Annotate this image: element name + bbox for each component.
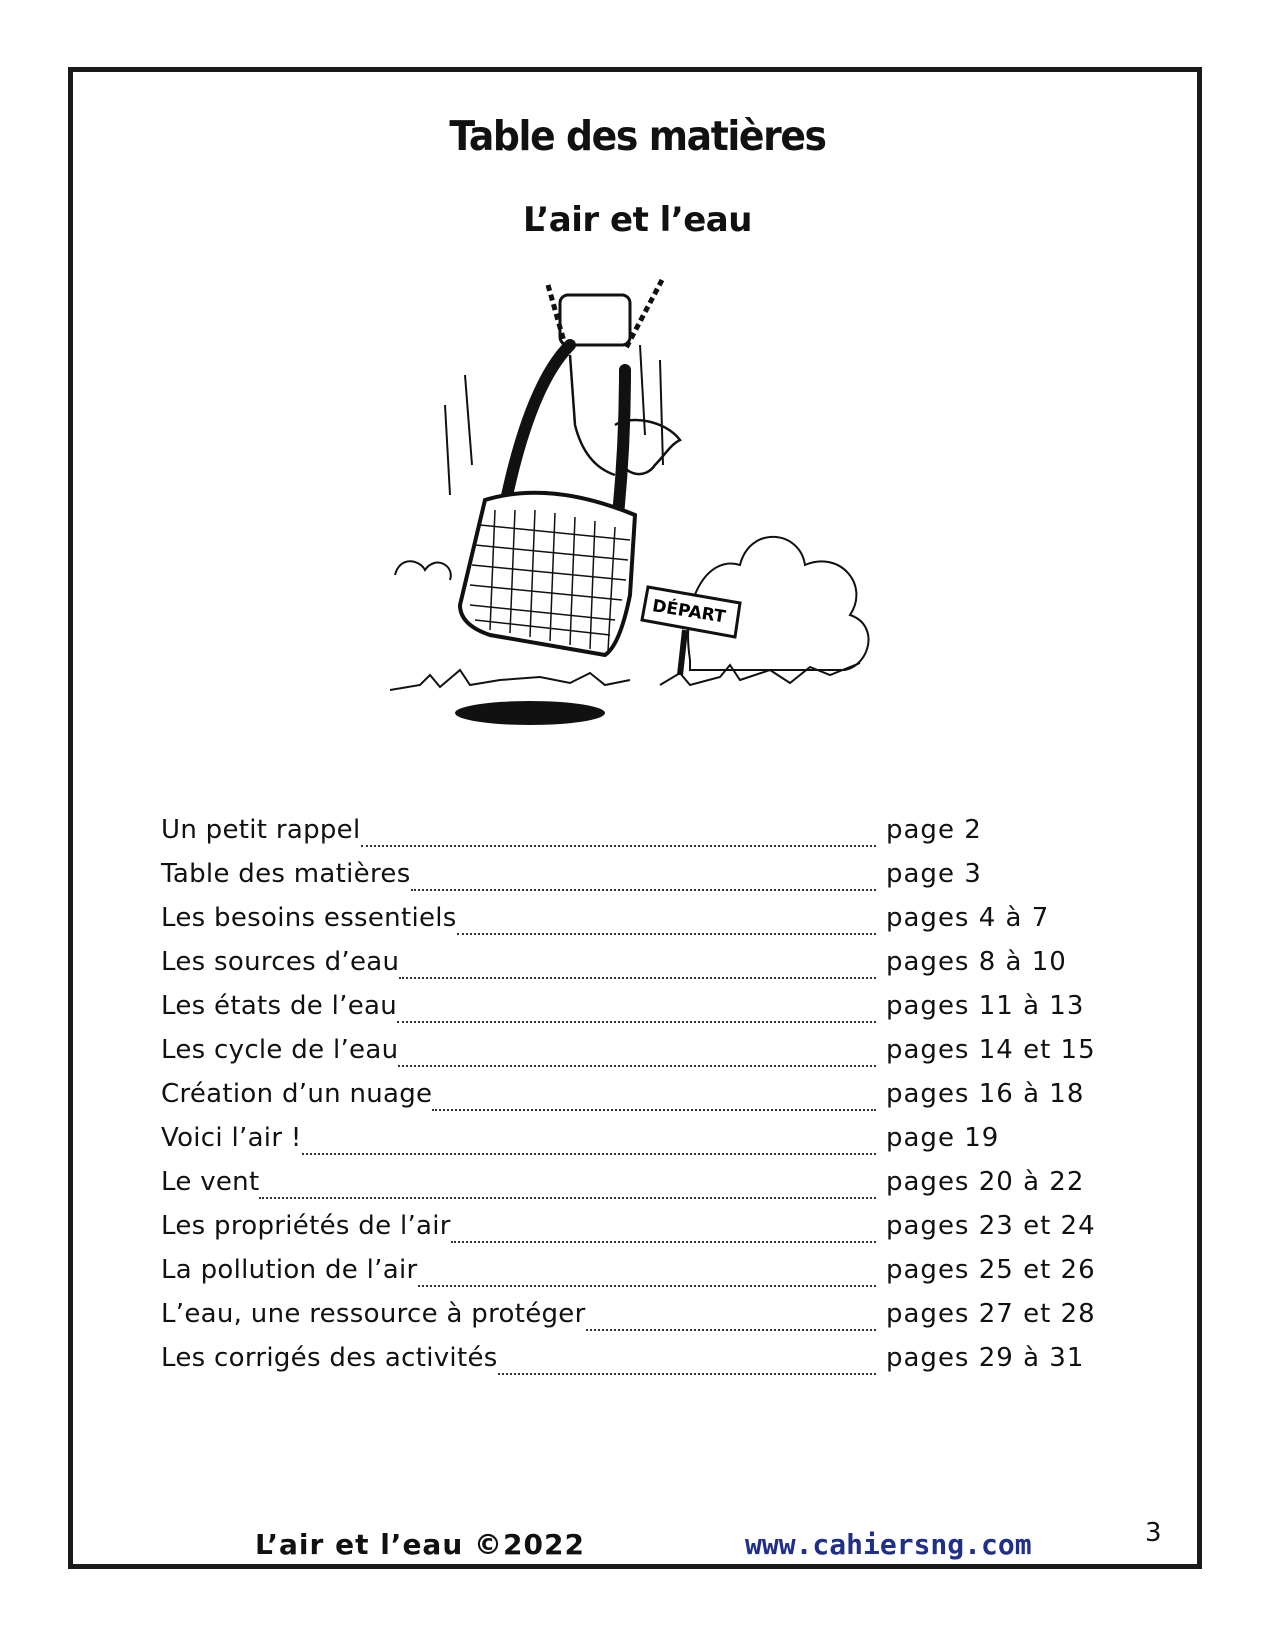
footer-website-link[interactable]: www.cahiersng.com <box>745 1528 1032 1561</box>
toc-entry-title: Les sources d’eau <box>161 947 400 977</box>
burner <box>560 295 630 345</box>
toc-entry-title: Création d’un nuage <box>161 1079 433 1109</box>
toc-entry-page: page 19 <box>886 1123 1000 1153</box>
footer-copyright: L’air et l’eau ©2022 <box>255 1528 585 1561</box>
toc-entry-page: pages 8 à 10 <box>886 947 1067 977</box>
toc-leader-dots <box>361 844 876 847</box>
toc-entry <box>161 1123 1121 1167</box>
toc-leader-dots <box>397 1020 876 1023</box>
toc-entry-page: pages 11 à 13 <box>886 991 1085 1021</box>
toc-leader-dots <box>418 1284 876 1287</box>
toc-leader-dots <box>259 1196 876 1199</box>
toc-entry-page: pages 4 à 7 <box>886 903 1050 933</box>
toc-leader-dots <box>432 1108 876 1111</box>
chain-left <box>548 285 565 345</box>
toc-entry <box>161 947 1121 991</box>
page-number: 3 <box>1145 1518 1162 1548</box>
toc-leader-dots <box>451 1240 876 1243</box>
shadow <box>455 701 605 725</box>
toc-entry-title: L’eau, une ressource à protéger <box>161 1299 586 1329</box>
toc-leader-dots <box>411 888 876 891</box>
toc-leader-dots <box>457 932 876 935</box>
toc-entry <box>161 1299 1121 1343</box>
toc-entry-page: pages 20 à 22 <box>886 1167 1085 1197</box>
toc-entry-page: pages 25 et 26 <box>886 1255 1096 1285</box>
toc-entry <box>161 1035 1121 1079</box>
toc-entry <box>161 991 1121 1035</box>
svg-text:DÉPART: DÉPART <box>650 596 727 628</box>
toc-entry <box>161 1255 1121 1299</box>
table-of-contents <box>161 815 1121 1387</box>
toc-entry-page: page 3 <box>886 859 982 889</box>
toc-entry-title: Les besoins essentiels <box>161 903 457 933</box>
toc-entry-page: pages 27 et 28 <box>886 1299 1096 1329</box>
strap-right <box>618 370 625 515</box>
hot-air-balloon-illustration <box>390 265 910 765</box>
toc-leader-dots <box>399 976 876 979</box>
bush-left <box>395 561 451 580</box>
toc-entry-title: La pollution de l’air <box>161 1255 418 1285</box>
toc-entry-page: page 2 <box>886 815 982 845</box>
toc-entry-page: pages 23 et 24 <box>886 1211 1096 1241</box>
toc-leader-dots <box>498 1372 876 1375</box>
page-title: Table des matières <box>449 112 826 160</box>
toc-entry <box>161 1343 1121 1387</box>
toc-entry-title: Les cycle de l’eau <box>161 1035 399 1065</box>
toc-entry-title: Table des matières <box>161 859 411 889</box>
toc-entry-page: pages 16 à 18 <box>886 1079 1085 1109</box>
toc-leader-dots <box>302 1152 876 1155</box>
toc-entry <box>161 903 1121 947</box>
toc-entry-title: Voici l’air ! <box>161 1123 302 1153</box>
toc-leader-dots <box>398 1064 876 1067</box>
toc-entry <box>161 1211 1121 1255</box>
toc-entry <box>161 1167 1121 1211</box>
page-subtitle: L’air et l’eau <box>523 200 752 240</box>
strap-left <box>505 345 570 505</box>
toc-entry-title: Les états de l’eau <box>161 991 398 1021</box>
toc-entry <box>161 815 1121 859</box>
toc-entry-title: Le vent <box>161 1167 260 1197</box>
toc-entry <box>161 1079 1121 1123</box>
grass <box>390 663 860 690</box>
toc-entry-title: Les propriétés de l’air <box>161 1211 451 1241</box>
toc-entry-page: pages 29 à 31 <box>886 1343 1085 1373</box>
toc-entry-page: pages 14 et 15 <box>886 1035 1096 1065</box>
toc-entry-title: Un petit rappel <box>161 815 361 845</box>
toc-entry <box>161 859 1121 903</box>
toc-leader-dots <box>586 1328 876 1331</box>
toc-entry-title: Les corrigés des activités <box>161 1343 498 1373</box>
